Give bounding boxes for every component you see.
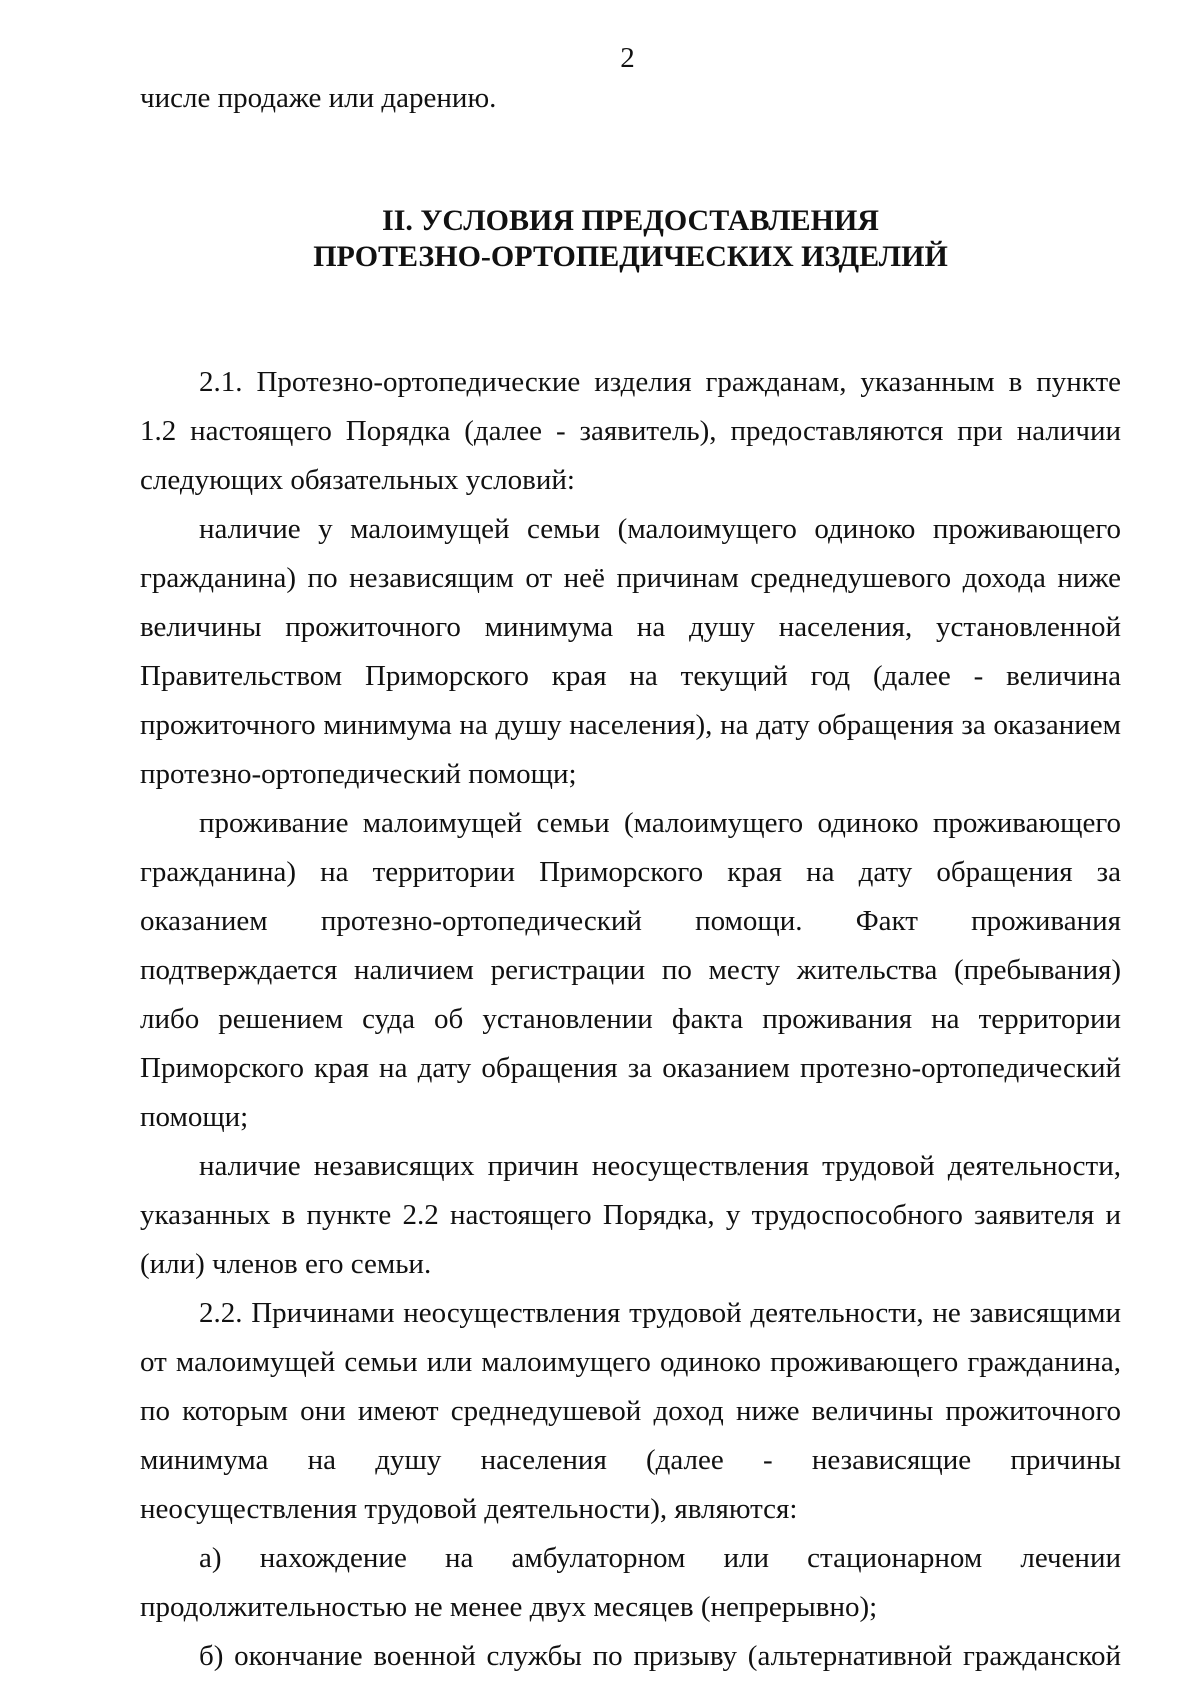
paragraph-2-2: 2.2. Причинами неосуществления трудовой деятельности, не зависящими от малоимущей семьи или малоимущего одиноко проживающего гражданина, по которым они имеют среднедушевой доход ниже величины прожиточного минимума на душу населения (далее - независящие причины неосуществления трудовой деятельности), являются: bbox=[140, 1297, 1121, 1525]
page-number: 2 bbox=[620, 42, 635, 74]
document-body bbox=[140, 74, 1121, 1681]
section-heading-line-1: II. УСЛОВИЯ ПРЕДОСТАВЛЕНИЯ bbox=[382, 204, 879, 237]
continuation-line: числе продаже или дарению. bbox=[140, 82, 497, 114]
paragraph-condition-income: наличие у малоимущей семьи (малоимущего одиноко проживающего гражданина) по независящим от неё причинам среднедушевого дохода ниже величины прожиточного минимума на душу населения, установленной Правительством Приморского края на текущий год (далее - величина прожиточного минимума на душу населения), на дату обращения за оказанием протезно-ортопедический помощи; bbox=[140, 513, 1121, 790]
list-item-b: б) окончание военной службы по призыву (альтернативной гражданской bbox=[199, 1640, 1121, 1672]
paragraph-condition-reasons: наличие независящих причин неосуществления трудовой деятельности, указанных в пункте 2.2 настоящего Порядка, у трудоспособного заявителя и (или) членов его семьи. bbox=[140, 1150, 1121, 1280]
paragraph-condition-residence: проживание малоимущей семьи (малоимущего одиноко проживающего гражданина) на территории Приморского края на дату обращения за оказанием протезно-ортопедический помощи. Факт проживания подтверждается наличием регистрации по месту жительства (пребывания) либо решением суда об установлении факта проживания на территории Приморского края на дату обращения за оказанием протезно-ортопедический помощи; bbox=[140, 807, 1121, 1133]
heading-spacer bbox=[140, 275, 1121, 358]
section-heading-line-2: ПРОТЕЗНО-ОРТОПЕДИЧЕСКИХ ИЗДЕЛИЙ bbox=[313, 240, 948, 273]
paragraph-2-1: 2.1. Протезно-ортопедические изделия гражданам, указанным в пункте 1.2 настоящего Порядка (далее - заявитель), предоставляются при наличии следующих обязательных условий: bbox=[140, 366, 1121, 496]
list-item-a: а) нахождение на амбулаторном или стационарном лечении продолжительностью не менее двух месяцев (непрерывно); bbox=[140, 1542, 1121, 1623]
section-heading bbox=[140, 203, 1121, 275]
